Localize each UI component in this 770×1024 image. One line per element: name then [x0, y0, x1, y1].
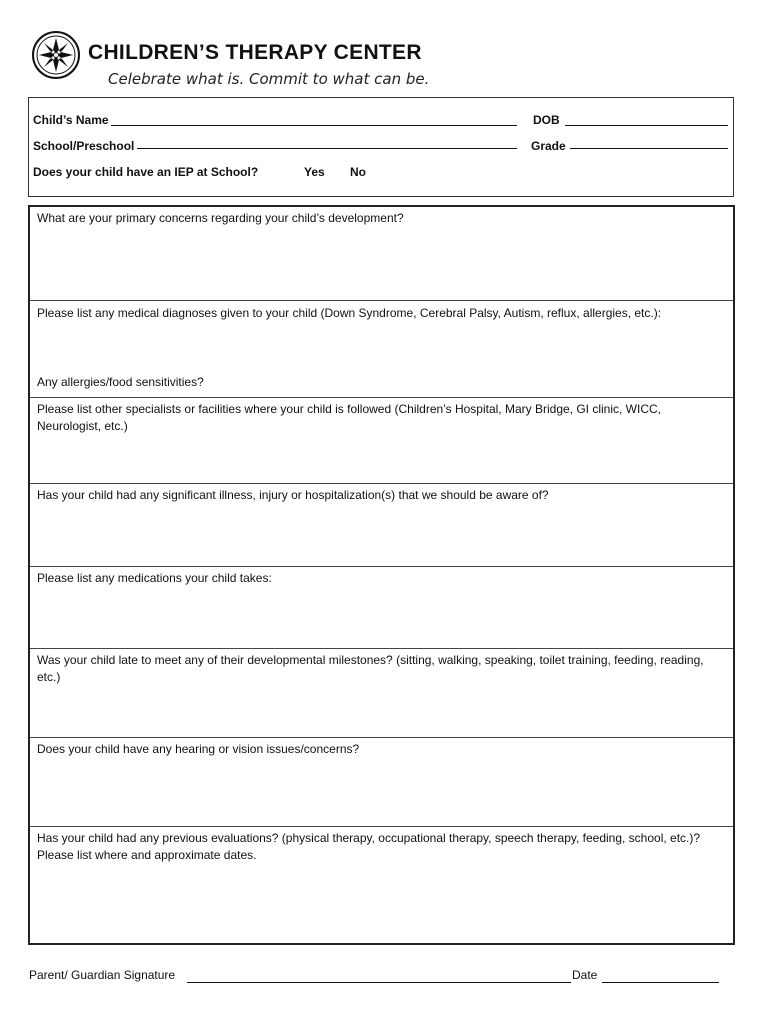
- grade-label: Grade: [531, 139, 566, 153]
- sunburst-logo-icon: [31, 30, 81, 80]
- signature-row: [29, 968, 175, 982]
- school-label: School/Preschool: [33, 139, 135, 153]
- question-previous-evaluations[interactable]: Has your child had any previous evaluations? (physical therapy, occupational therapy, speech therapy, feeding, school, etc.)? Please list where and approximate dates.: [30, 826, 733, 944]
- question-medical-diagnoses[interactable]: Please list any medical diagnoses given to your child (Down Syndrome, Cerebral Palsy, Autism, reflux, allergies, etc.): Any allergies/food sensitivities?: [30, 300, 733, 398]
- dob-field[interactable]: [565, 125, 728, 126]
- question-primary-concerns[interactable]: What are your primary concerns regarding your child’s development?: [37, 211, 404, 225]
- school-field[interactable]: [137, 148, 517, 149]
- child-info-section: [28, 97, 734, 197]
- allergies-question: Any allergies/food sensitivities?: [37, 375, 204, 389]
- grade-field[interactable]: [570, 148, 728, 149]
- iep-yes-option[interactable]: Yes: [304, 165, 325, 179]
- iep-question: Does your child have an IEP at School?: [33, 165, 259, 179]
- question-milestones[interactable]: Was your child late to meet any of their developmental milestones? (sitting, walking, speaking, toilet training, feeding, reading, etc.): [30, 648, 733, 738]
- date-field[interactable]: [602, 982, 719, 983]
- signature-label: Parent/ Guardian Signature: [29, 968, 176, 982]
- question-specialists[interactable]: Please list other specialists or facilities where your child is followed (Children’s Hospital, Mary Bridge, GI clinic, WICC, Neurologist, etc.): [30, 397, 733, 484]
- dob-label: DOB: [533, 113, 560, 127]
- signature-field[interactable]: [187, 982, 571, 983]
- iep-no-option[interactable]: No: [350, 165, 366, 179]
- org-name: CHILDREN’S THERAPY CENTER: [88, 41, 422, 64]
- date-label: Date: [572, 968, 598, 982]
- tagline: Celebrate what is. Commit to what can be.: [108, 70, 430, 88]
- child-name-field[interactable]: [111, 125, 517, 126]
- child-name-label: Child’s Name: [33, 113, 109, 127]
- question-medications[interactable]: Please list any medications your child takes:: [30, 566, 733, 649]
- question-hearing-vision[interactable]: Does your child have any hearing or vision issues/concerns?: [30, 737, 733, 827]
- question-illness-injury[interactable]: Has your child had any significant illness, injury or hospitalization(s) that we should be aware of?: [30, 483, 733, 567]
- questions-section: [28, 205, 735, 945]
